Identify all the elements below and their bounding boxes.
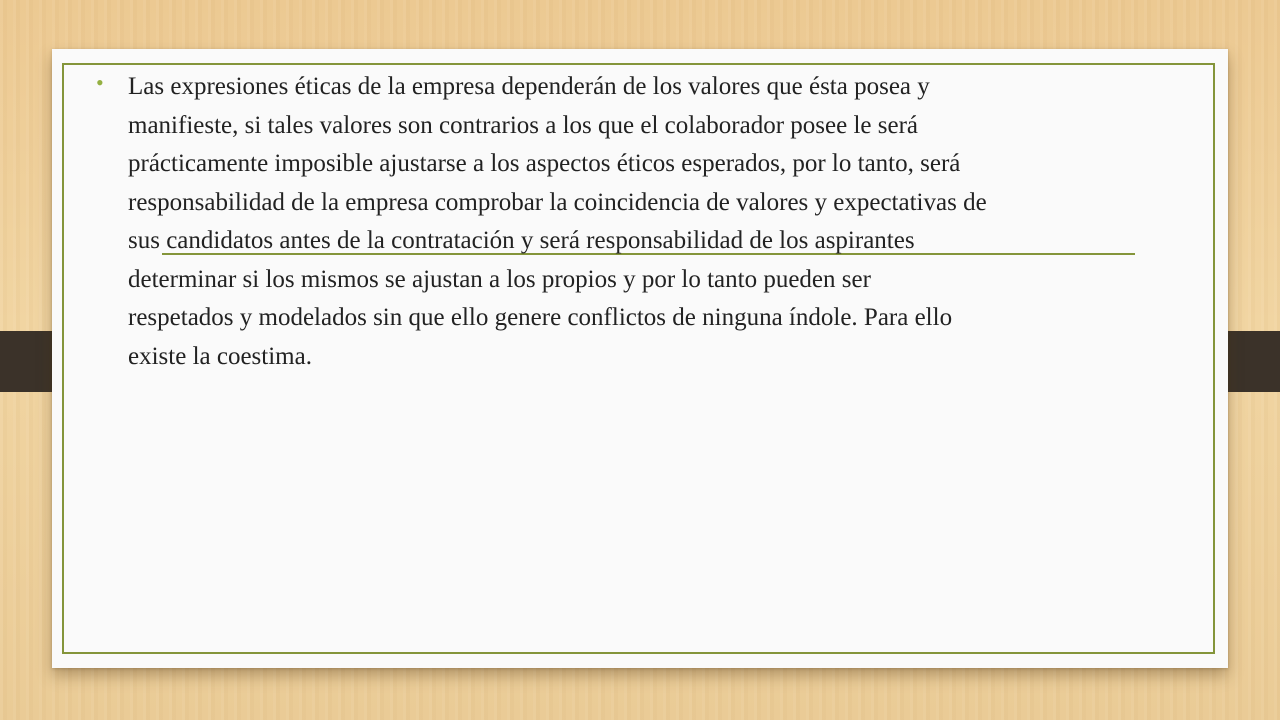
text-line-3: prácticamente imposible ajustarse a los aspectos éticos esperados, por lo tanto, será — [128, 150, 961, 177]
text-line-8: existe la coestima. — [128, 342, 312, 370]
text-line-7: respetados y modelados sin que ello genere conflictos de ninguna índole. Para ello — [128, 304, 953, 331]
slide-card — [52, 49, 1228, 668]
text-line-1: Las expresiones éticas de la empresa dependerán de los valores que ésta posea y — [128, 73, 930, 100]
text-line-5: sus candidatos antes de la contratación y será responsabilidad de los aspirantes — [128, 227, 915, 254]
text-line-4: responsabilidad de la empresa comprobar la coincidencia de valores y expectativas de — [128, 188, 987, 216]
text-line-2: manifieste, si tales valores son contrarios a los que el colaborador posee le será — [128, 111, 919, 139]
text-line-6: determinar si los mismos se ajustan a los propios y por lo tanto pueden ser — [128, 265, 871, 293]
bullet-icon: • — [96, 70, 104, 95]
paragraph-text — [128, 68, 1186, 376]
